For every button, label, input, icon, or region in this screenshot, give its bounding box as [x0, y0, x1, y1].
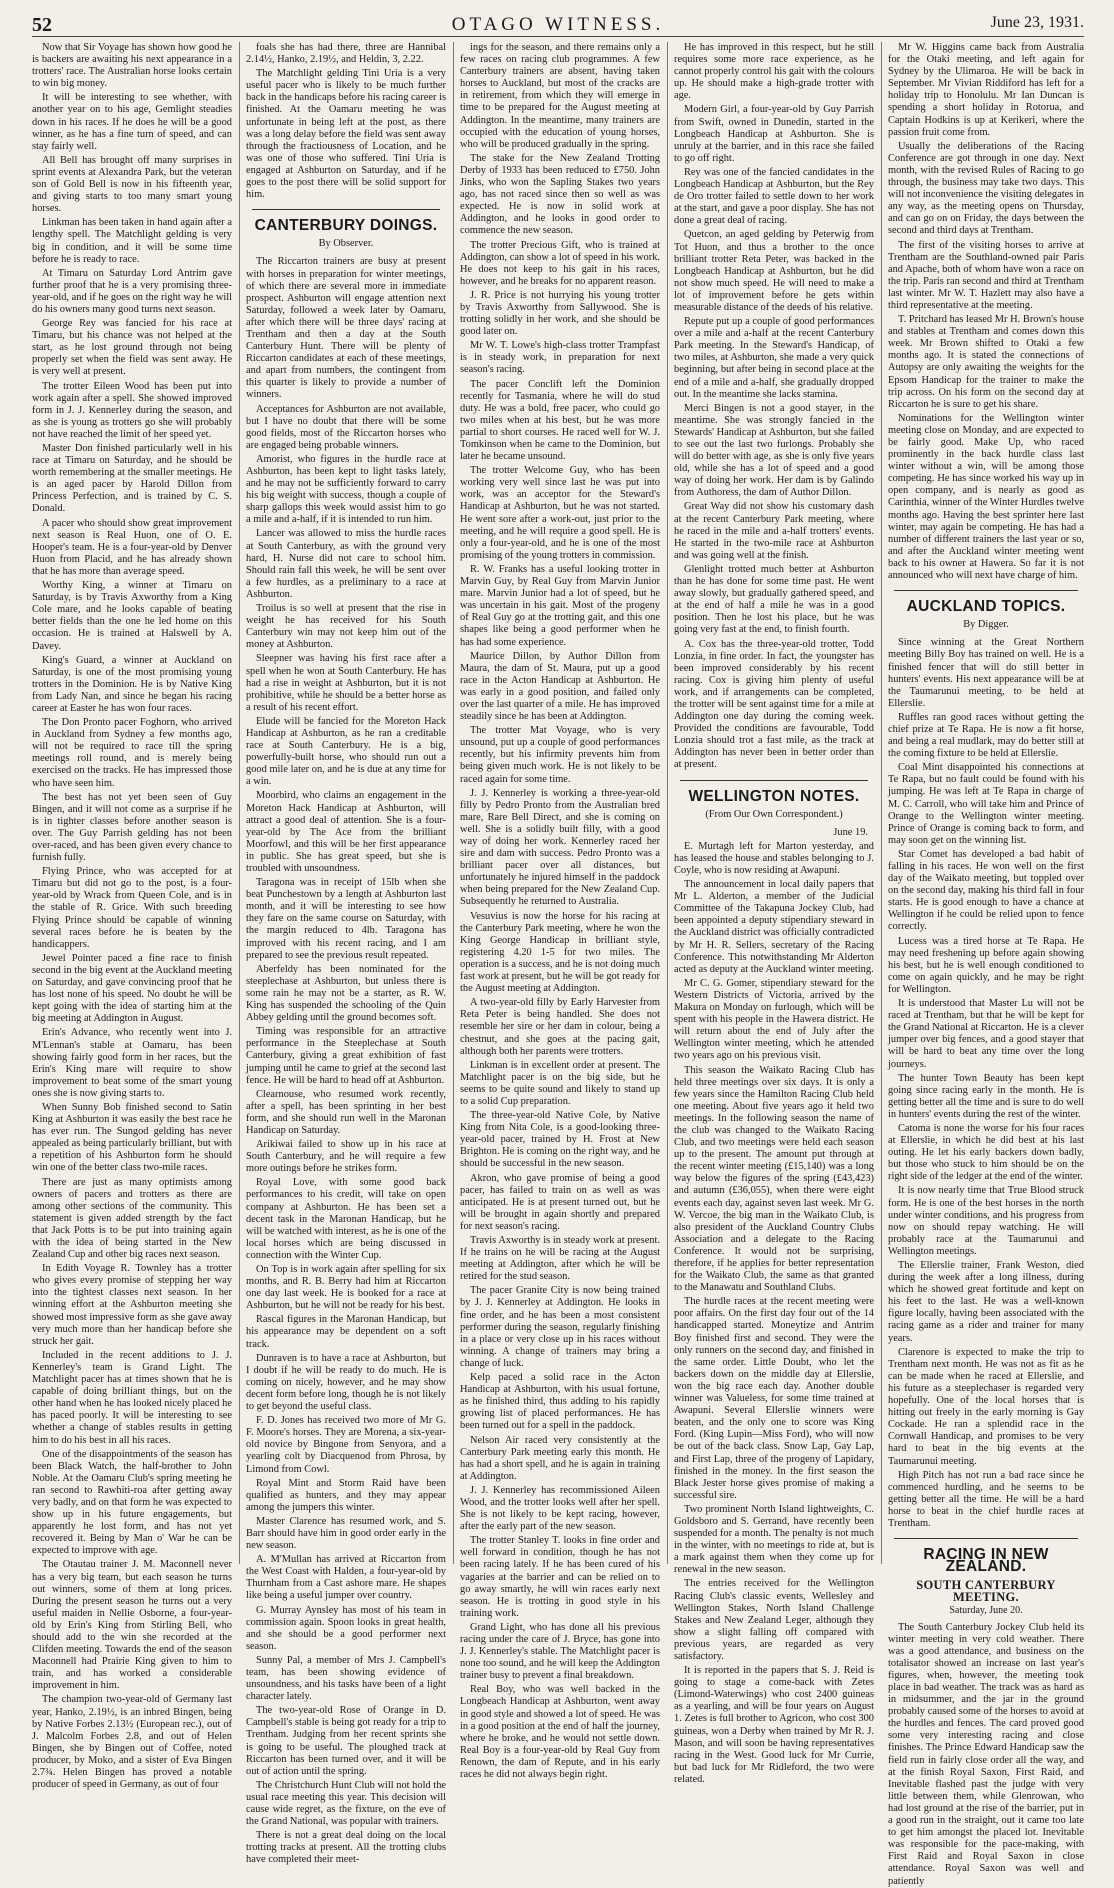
paragraph: Sleepner was having his first race after a spell when he won at South Canterbury. He has had a rise in weight at Ashburton, but it is not prohibitive, while he should be a better horse as a result of his recent effort. — [246, 653, 446, 713]
paragraph: The stake for the New Zealand Trotting Derby of 1933 has been reduced to £750. John Jinks, who won the Sapling Stakes two years ago, has not raced since then so well as was expected. He is now in solid work at Addington, and he looks in good order to commence the new season. — [460, 152, 660, 237]
section-heading: CANTERBURY DOINGS. — [254, 217, 438, 235]
paragraph: F. D. Jones has received two more of Mr G. F. Moore's horses. They are Morena, a six-year-old novice by Bingone from Senyora, and a yearling colt by Diacquenod from Phrosa, by Limond from Cowl. — [246, 1415, 446, 1475]
paragraph: It will be interesting to see whether, with another year on to his age, Gemlight steadies down in his races. If he does he will be a good winner, as he has a fine turn of speed, and can stay fairly well. — [32, 92, 232, 152]
paragraph: Lucess was a tired horse at Te Rapa. He may need freshening up before again showing his best, but he is well enough conditioned to come on again quickly, and he may be right for Wellington. — [888, 935, 1084, 995]
paragraph: The trotter Welcome Guy, who has been working very well since last he was put into work, was an acceptor for the Steward's Handicap at Ashburton, but he was not started. He went sore after a work-out, just prior to the meeting, and he will require a good spell. He is only a four-year-old, and he is one of the most promising of the young trotters in commission. — [460, 465, 660, 561]
byline: By Digger. — [963, 619, 1009, 631]
paragraph: Coal Mint disappointed his connections at Te Rapa, but no fault could be found with his jumping. He was left at Te Rapa in charge of M. C. Carroll, who will take him and Prince of Orange to the Wellington winter meeting. Prince of Orange is coming back to form, and may soon get on the winning list. — [888, 762, 1084, 846]
column-1 — [32, 42, 232, 1791]
paragraph: The hunter Town Beauty has been kept going since racing early in the month. He is getting better all the time and is sure to do well in hunters' events during the rest of the winter. — [888, 1072, 1084, 1120]
section-rule — [894, 590, 1078, 591]
column-3-text — [460, 42, 660, 1781]
paragraph: He has improved in this respect, but he still requires some more race experience, as he cannot properly control his gait with the colours up. He should make a high-grade trotter with age. — [674, 42, 874, 102]
paragraph: Moorbird, who claims an engagement in the Moreton Hack Handicap at Ashburton, will attract a good deal of attention. She is a four-year-old by The Ace from the brilliant Moorfowl, and this will be her first appearance in public. She has great speed, but she is troubled with unsoundness. — [246, 790, 446, 874]
paragraph: It is reported in the papers that S. J. Reid is going to stage a come-back with Zetes (Limond-Waterwings) who cost 2400 guineas as a yearling, and will be four years on August 1. Zetes is full brother to Agricon, who cost 300 guineas, won a Derby when trained by Mr R. J. Mason, and will soon be having representatives racing in the West. Good luck for Mr Currie, but bad luck for Mr Ridleford, the two were related. — [674, 1665, 874, 1785]
paragraph: This season the Waikato Racing Club has held three meetings over six days. It is only a few years since the Hamilton Racing Club held one meeting. About five years ago it held two meetings. In the following season the name of the club was changed to the Waikato Racing Club, and two meetings were held each season up to the present. The amount put through at the recent winter meeting (£15,140) was a long way below the figures of the spring (£43,423) and autumn (£36,055), when there were eight events each day, against seven last week. Mr G. W. Vercoe, the big man in the Waikato Club, is also president of the Auckland Country Clubs Association and a delegate to the Racing Conference. It would not be surprising, therefore, if he applies for better representation for the Waikato Club, the same as that granted to the Manawatu and Southland Clubs. — [674, 1064, 874, 1294]
paragraph: Nominations for the Wellington winter meeting close on Monday, and are expected to be fairly good. Make Up, who raced prominently in the back hurdle class last winter without a win, will be among those competing. He has since worked his way up in open company, and is nearly as good as Carinthia, winner of the Winter Hurdles twelve months ago. Having the best sprinter here last winter, may again be competing. He has had a number of different trainers the last year or so, and after the Auckland winter meeting went back to his owner at Hawera. So far it is not announced who will next have charge of him. — [888, 412, 1084, 582]
paragraph: Mr C. G. Gomer, stipendiary steward for the Western Districts of Victoria, arrived by the Makura on Monday on furlough, which will be spent with his people in the Hawera district. He will return about the end of July after the Wellington winter meeting, which he attended two years ago on his previous visit. — [674, 977, 874, 1062]
paragraph: E. Murtagh left for Marton yesterday, and has leased the house and stables belonging to J. Coyle, who is now residing at Awapuni. — [674, 840, 874, 876]
paragraph: J. J. Kennerley is working a three-year-old filly by Pedro Pronto from the Australian bred mare, Rare Bell Direct, and she is coming on well. She is a solidly built filly, with a good way of doing her work. Kennerley raced her sire and dam with success. Pedro Pronto was a brilliant pacer over all distances, but unfortunately he injured himself in the paddock when being prepared for the New Zealand Cup. Subsequently he returned to Australia. — [460, 787, 660, 908]
paragraph: Acceptances for Ashburton are not available, but I have no doubt that there will be some good fields, most of the Riccarton horses who are engaged being probable winners. — [246, 403, 446, 451]
paragraph: Merci Bingen is not a good stayer, in the meantime. She was strongly fancied in the Stewards' Handicap at Ashburton, but she failed to see out the last two furlongs. Probably she will do better with age, as she is only five years old, while she has a lot of speed and a good way of doing her work. Her dam is by Galindo from Authoress, the dam of Author Dillon. — [674, 402, 874, 499]
wellington-notes-text — [674, 841, 874, 1786]
column-4 — [674, 42, 874, 1785]
paragraph: The trotter Precious Gift, who is trained at Addington, can show a lot of speed in his work. He does not keep to his gait in his races, however, and he breaks for no apparent reason. — [460, 239, 660, 287]
paragraph: Troilus is so well at present that the rise in weight he has received for his South Canterbury win may not keep him out of the money at Ashburton. — [246, 603, 446, 651]
paragraph: The champion two-year-old of Germany last year, Hanko, 2.19½, is an inbred Bingen, being by Native Forbes 2.13½ (European rec.), out of J. Malcolm Forbes 2.8, and out of Helen Bingen, she by Bingen out of Coffee, noted producer, by Moko, and a sister of Eva Bingen 2.7¾. Helen Bingen has proved a notable producer of speed in Germany, as out of four — [32, 1694, 232, 1791]
paragraph: Grand Light, who has done all his previous racing under the care of J. Bryce, has gone into J. J. Kennerley's stable. The Matchlight pacer is none too sound, and he will keep the Addington trainer busy to prevent a final breakdown. — [460, 1621, 660, 1682]
paragraph: Modern Girl, a four-year-old by Guy Parrish from Swift, owned in Dunedin, started in the Longbeach Handicap at Ashburton. She is unruly at the barrier, and in this race she failed to go off right. — [674, 104, 874, 164]
paragraph: The pacer Conclift left the Dominion recently for Tasmania, where he will do stud duty. He was a bold, free pacer, who could go two miles when at his best, but he was more partial to short courses. He raced well for W. J. Tomkinson when he came to the Dominion, but later he became unsound. — [460, 378, 660, 463]
issue-date: June 23, 1931. — [990, 14, 1084, 31]
paragraph: Ruffles ran good races without getting the chief prize at Te Rapa. He is now a fit horse, and being a real mudlark, may do better still at the coming fixture to be held at Ellerslie. — [888, 711, 1084, 760]
paragraph: Lancer was allowed to miss the hurdle races at South Canterbury, as with the ground very hard, H. Nurse did not care to school him. Should rain fall this week, he will be sent over a few hurdles, as a preliminary to a race at Ashburton. — [246, 528, 446, 600]
paragraph: A. M'Mullan has arrived at Riccarton from the West Coast with Halden, a four-year-old by Thurnham from a Cast ashore mare. He shapes like being a useful jumper over country. — [246, 1554, 446, 1602]
paragraph: Royal Mint and Storm Raid have been qualified as hunters, and they may appear among the jumpers this winter. — [246, 1477, 446, 1513]
paragraph: At Timaru on Saturday Lord Antrim gave further proof that he is a very promising three-year-old, and if he goes on the right way he will do his owners many good turns next season. — [32, 267, 232, 315]
paragraph: The entries received for the Wellington Racing Club's classic events, Wellesley and Wellington Stakes, North Island Challenge Stakes and New Zealand Leger, although they show a slight falling off compared with previous years, are regarded as very satisfactory. — [674, 1578, 874, 1662]
paragraph: Erin's Advance, who recently went into J. M'Lennan's stable at Oamaru, has been showing fairly good form in her races, but the Erin's King mare will require to show improvement to beat some of the smart young ones she is now giving starts to. — [32, 1027, 232, 1099]
paragraph: The South Canterbury Jockey Club held its winter meeting in very cold weather. There was a good attendance, and business on the totalisator showed an increase on last year's figures, when, however, the meeting took place in bad weather. The track was as hard as in midsummer, and the jar in the ground probably caused some of the horses to avoid at the hurdles and fences. The card proved good some very interesting racing and close finishes. The Prince Edward Handicap saw the field run in fairly close order all the way, and at the finish Royal Saxon, First Raid, and Inevitable flashed past the judge with very little between them, while Glenrowan, who had lost ground at the rise of the barrier, put in a good run in the straight, out it came too late to get him amongst the placed lot. Inevitable was responsible for the pace-making, with First Raid and Royal Saxon in close attendance. Royal Saxon was well and patiently — [888, 1621, 1084, 1887]
paragraph: The two-year-old Rose of Orange in D. Campbell's stable is being got ready for a trip to Trentham. Judging from her recent sprints she is going to be useful. The ploughed track at Riccarton has been turned over, and it will be out of action until the spring. — [246, 1705, 446, 1777]
paragraph: The first of the visiting horses to arrive at Trentham are the Southland-owned pair Paris and Apache, both of whom have won a race on the trip. Paris ran second and third at Trentham last winter. Mr W. T. Hazlett may also have a third representative at the meeting. — [888, 239, 1084, 311]
section-heading: WELLINGTON NOTES. — [688, 787, 860, 805]
paragraph: Quetcon, an aged gelding by Peterwig from Tot Huon, and thus a brother to the once brilliant trotter Reta Peter, was backed in the Longbeach Handicap at Ashburton, but he did not show much speed. He will need to make a lot of improvement before he gets within measurable distance of the deeds of his relative. — [674, 229, 874, 313]
paragraph: ings for the season, and there remains only a few races on racing club programmes. A few Canterbury trainers are absent, having taken horses to Auckland, but most of the cracks are in retirement, from which they will emerge in time to be prepared for the August meeting at Addington. In the meantime, many trainers are occupied with the education of young horses, who will be produced gradually in the spring. — [460, 42, 660, 150]
paragraph: The trotter Stanley T. looks in fine order and well forward in condition, though he has not been racing lately. If he has been cured of his vagaries at the barrier and can be relied on to go away smartly, he will win races early next season. He is trotting in good style in his training work. — [460, 1535, 660, 1619]
auckland-topics-text — [888, 637, 1084, 1530]
meeting-subheading: SOUTH CANTERBURY MEETING. — [916, 1578, 1056, 1605]
paragraph: Mr W. T. Lowe's high-class trotter Trampfast is in steady work, in preparation for next season's racing. — [460, 340, 660, 376]
section-heading: RACING IN NEW ZEALAND. — [923, 1546, 1049, 1576]
paragraph: Maurice Dillon, by Author Dillon from Maura, the dam of St. Maura, put up a good race in the Acton Handicap at Ashburton. He was early in a good position, and failed only over the last quarter of a mile. He has improved steadily since he has been at Addington. — [460, 650, 660, 723]
paragraph: Catoma is none the worse for his four races at Ellerslie, in which he did best at his last outing. He let his early backers down badly, but those who stuck to him should be on the right side of the ledger at the end of the winter. — [888, 1122, 1084, 1183]
paragraph: Mr W. Higgins came back from Australia for the Otaki meeting, and left again for Sydney by the Ulimaroa. He will be back in September. Mr Vivian Riddiford has left for a holiday trip to Honolulu. Mr Ian Duncan is spending a short holiday in Rotorua, and Captain Hodkins is up at Kerikeri, where the passion fruit come from. — [888, 42, 1084, 138]
paragraph: It is understood that Master Lu will not be raced at Trentham, but that he will be kept for the Grand National at Riccarton. He is a clever jumper over big fences, and a good stayer that will be hard to beat any time over the long journeys. — [888, 998, 1084, 1070]
paragraph: The trotter Eileen Wood has been put into work again after a spell. She showed improved form in J. J. Kennerley during the season, and as she is young as trotters go she will probably not have reached the limit of her speed yet. — [32, 380, 232, 440]
paragraph: G. Murray Aynsley has most of his team in commission again. Spoon looks in great health, and she should be a good performer next season. — [246, 1604, 446, 1652]
byline: By Observer. — [318, 238, 374, 250]
paragraph: J. R. Price is not hurrying his young trotter by Travis Axworthy from Sallywood. She is trotting solidly in her work, and she should be good later on. — [460, 289, 660, 338]
column-4-lead — [674, 42, 874, 772]
paragraph: A. Cox has the three-year-old trotter, Todd Lonzia, in fine order. In fact, the youngster has been improved considerably by his recent racing. Cox is giving him plenty of useful work, and if arrangements can be completed, the trotter will be sent against time for a mile at Addington one day during the coming week. Provided the conditions are favourable, Todd Lonzia should trot a fast mile, as the track at Addington has never been in better order than at present. — [674, 638, 874, 771]
paragraph: Arikiwai failed to show up in his race at South Canterbury, and he will require a few more outings before he strikes form. — [246, 1139, 446, 1175]
section-rule — [894, 1538, 1078, 1539]
paragraph: Travis Axworthy is in steady work at present. If he trains on he will be racing at the August meeting at Addington, after which he will be retired for the stud season. — [460, 1235, 660, 1283]
paragraph: Elude will be fancied for the Moreton Hack Handicap at Ashburton, as he ran a creditable race at South Canterbury. He is a big, powerfully-built horse, who should run out a good mile later on, and he is due at any time for a win. — [246, 715, 446, 788]
paragraph: There is not a great deal doing on the local trotting tracks at present. All the trotting clubs have completed their meet- — [246, 1830, 446, 1866]
paragraph: Nelson Air raced very consistently at the Canterbury Park meeting early this month. He has had a short spell, and he is again in training at Addington. — [460, 1434, 660, 1482]
paragraph: In Edith Voyage R. Townley has a trotter who gives every promise of stepping her way into the tightest classes next season. In her winning effort at the Ashburton meeting she showed most impressive form as she gave away very much more than her handicap before she struck her gait. — [32, 1263, 232, 1347]
paragraph: Rey was one of the fancied candidates in the Longbeach Handicap at Ashburton, but the Rey de Oro trotter failed to settle down to her work at the start, and gave a poor display. She has not done a great deal of racing. — [674, 166, 874, 227]
paragraph: T. Pritchard has leased Mr H. Brown's house and stables at Trentham and comes down this week. Mr Brown shifted to Otaki a few months ago. It is stated the connections of Autopsy are only awaiting the weights for the Epsom Handicap for the trainer to make the trip across. On his form on the second day at Riccarton he is sure to get his share. — [888, 314, 1084, 410]
paragraph: The three-year-old Native Cole, by Native King from Nita Cole, is a good-looking three-year-old pacer, trained by H. Frost at New Brighton. He is coming on the right way, and he should be successful in the new season. — [460, 1110, 660, 1170]
paragraph: Jewel Pointer paced a fine race to finish second in the big event at the Auckland meeting on Saturday, and gave convincing proof that he has lost none of his speed. No doubt he will be kept going with the idea of starting him at the big meeting at Addington in August. — [32, 952, 232, 1025]
column-5-lead — [888, 42, 1084, 582]
paragraph: Amorist, who figures in the hurdle race at Ashburton, has been kept to light tasks lately, and he may not be sufficiently forward to carry his big weight with success, though a couple of sharp gallops this week would assist him to go a mile and a-half, if it is intended to run him. — [246, 453, 446, 526]
paragraph: High Pitch has not run a bad race since he commenced hurdling, and he seems to be getting better all the time. He will be a hard horse to beat in the chief hurdle races at Trentham. — [888, 1469, 1084, 1529]
paragraph: Royal Love, with some good back performances to his credit, will take on open company at Ashburton. He has been set a decent task in the Maronan Handicap, but he will be watched with interest, as he is one of the local horses which are being discussed in connection with the Winter Cup. — [246, 1177, 446, 1261]
paragraph: Star Comet has developed a bad habit of falling in his races. He won well on the first day of the Waikato meeting, but toppled over on the second day, making his third fall in four starts. He is good enough to have a chance at Wellington if he could be relied upon to fence correctly. — [888, 848, 1084, 933]
section-rule — [252, 209, 440, 210]
paragraph: Since winning at the Great Northern meeting Billy Boy has trained on well. He is a finished fencer that will do still better in hunters' events. His next appearance will be at the Taumarunui meeting, to be held at Ellerslie. — [888, 637, 1084, 709]
column-1-text — [32, 42, 232, 1791]
auckland-topics-section — [888, 590, 1084, 631]
paragraph: The hurdle races at the recent meeting were poor affairs. On the first day four out of the 14 handicapped started. Moneytize and Antrim Boy finished first and second. They were the only runners on the second day, and finished in the same order. Little Doubt, who let the backers down on the middle day at Ellerslie, won the big race each day. Another double winner was Valueless, for some time trained at Awapuni. Several Ellerslie winners were beaten, and the only one to score was King Ford. (King Lupin—Miss Ford), who will now be out of the back class. Snow Lap, Gay Lap, and First Lap, three of the progeny of Lapidary, finished in the money. In the first season the Black Jester horse gives promise of making a successful sire. — [674, 1296, 874, 1501]
paragraph: Sunny Pal, a member of Mrs J. Campbell's team, has been showing evidence of unsoundness, and his tasks have been of a light character lately. — [246, 1654, 446, 1703]
column-divider — [453, 42, 454, 1564]
paragraph: Master Clarence has resumed work, and S. Barr should have him in good order early in the new season. — [246, 1515, 446, 1552]
paragraph: When Sunny Bob finished second to Satin King at Ashburton it was easily the best race he has ever run. The Sungod gelding has never appealed as being particularly brilliant, but with a repetition of his Ashburton form he should win one of the better class two-mile races. — [32, 1101, 232, 1174]
section-heading: AUCKLAND TOPICS. — [906, 598, 1066, 616]
meeting-date: Saturday, June 20. — [949, 1605, 1023, 1617]
newspaper-title: OTAGO WITNESS. — [451, 14, 665, 35]
racing-in-nz-section — [888, 1538, 1084, 1576]
paragraph: J. J. Kennerley has recommissioned Aileen Wood, and the trotter looks well after her spell. She is not likely to be kept racing, however, after the early part of the new season. — [460, 1484, 660, 1533]
paragraph: Kelp paced a solid race in the Acton Handicap at Ashburton, with his usual fortune, as he finished third, thus adding to his rapidly growing list of placed performances. He has been turned out for a spell in the paddock. — [460, 1372, 660, 1432]
paragraph: Timing was responsible for an attractive performance in the Steeplechase at South Canterbury, giving a great exhibition of fast jumping until he came to grief at the second last fence. He will be hard to head off at Ashburton. — [246, 1026, 446, 1086]
canterbury-doings-section — [246, 209, 446, 250]
masthead — [32, 8, 1084, 37]
page-number: 52 — [32, 14, 52, 36]
paragraph: The Ellerslie trainer, Frank Weston, died during the week after a long illness, during which he showed great fortitude and kept on his feet to the last. He was a well-known figure locally, having been associated with the racing game as a rider and trainer for many years. — [888, 1260, 1084, 1344]
wellington-notes-section — [674, 780, 874, 821]
column-3 — [460, 42, 660, 1781]
byline: (From Our Own Correspondent.) — [705, 808, 843, 820]
paragraph: One of the disappointments of the season has been Black Watch, the half-brother to John Noble. At the Oamaru Club's spring meeting he ran second to Rawhiti-roa after getting away very badly, and on that form he was expected to show up in his future engagements, but apparently he lost form, and has not yet recovered it. Being by Man o' War he can be expected to improve with age. — [32, 1448, 232, 1557]
paragraph: Akron, who gave promise of being a good pacer, has failed to train on as well as was anticipated. He is at present turned out, but he will be brought in again shortly and prepared for next season's racing. — [460, 1172, 660, 1232]
paragraph: Two prominent North Island lightweights, C. Goldsboro and S. Gerrand, have recently been suspended for a month. The penalty is not much in the winter, with no meetings to ride at, but is a mark against them when they come up for renewal in the new season. — [674, 1503, 874, 1576]
paragraph: The announcement in local daily papers that Mr L. Alderton, a member of the Judicial Committee of the Takapuna Jockey Club, had been appointed a deputy stipendiary steward in the Auckland district was officially contradicted by Mr H. R. Sellers, secretary of the Racing Conference. This notwithstanding Mr Alderton acted as deputy at the Auckland winter meeting. — [674, 879, 874, 975]
paragraph: Glenlight trotted much better at Ashburton than he has done for some time past. He went away slowly, but gradually gathered speed, and at the end of half a mile he was in a good position. Then he lost his place, but he was going very fast at the end, to finish fourth. — [674, 563, 874, 636]
paragraph: The Matchlight gelding Tini Uria is a very useful pacer who is likely to be much further back in the handicaps before his racing career is finished. At the Oamaru meeting he was unfortunate in being left at the post, as there was a long delay before the field was sent away through the fractiousness of Location, and he was one of those who suffered. Tini Uria is engaged at Ashburton on Saturday, and if he goes to the post there will be solid support for him. — [246, 68, 446, 201]
column-5 — [888, 42, 1084, 1887]
dateline: June 19. — [833, 826, 868, 838]
paragraph: Clarenore is expected to make the trip to Trentham next month. He was not as fit as he can be made when he raced at Ellerslie, and his future as a steeplechaser is regarded very hopefully. One of the local horses that is hitting out freely in the early morning is Gay Cockade. He ran a splendid race in the Cornwall Handicap, and promises to be very hard to beat in the big events at the Taumarunui meeting. — [888, 1346, 1084, 1467]
paragraph: Linkman has been taken in hand again after a lengthy spell. The Matchlight gelding is very big in condition, and it will be some time before he is ready to race. — [32, 217, 232, 265]
column-divider — [239, 42, 240, 1564]
paragraph: Usually the deliberations of the Racing Conference are got through in one day. Next month, with the revised Rules of Racing to go through, the business may take two days. This will not inconvenience the visiting delegates in any way, as the meeting opens on Thursday, and can go on on Friday, the days between the second and third days at Trentham. — [888, 140, 1084, 237]
column-divider — [881, 42, 882, 1564]
paragraph: The Riccarton trainers are busy at present with horses in preparation for winter meetings, of which there are several more in immediate prospect. Ashburton will engage attention next Saturday, followed a week later by Oamaru, after which there will be three days' racing at Trentham and then a day at the South Canterbury Hunt. There will be plenty of Riccarton candidates at each of these meetings, and apart from numbers, the contingent from this quarter is likely to provide a number of winners. — [246, 256, 446, 401]
paragraph: Included in the recent additions to J. J. Kennerley's team is Grand Light. The Matchlight pacer has at times shown that he is capable of doing brilliant things, but on the other hand when he has looked nicely placed he has paced poorly. It will be interesting to see whether a change of stables results in getting him to do his best in all his races. — [32, 1349, 232, 1446]
paragraph: The Otautau trainer J. M. Maconnell never has a very big team, but each season he turns out winners, some of them at long prices. During the present season he turns out a very useful maiden in Nellie Osborne, a four-year-old by Erin's King from Stirling Bell, who should add to the win she recorded at the Clifden meeting. Towards the end of the season Maconnell had Prairie King given to him to train, and has worked a considerable improvement in him. — [32, 1559, 232, 1692]
column-divider — [667, 42, 668, 1564]
paragraph: Now that Sir Voyage has shown how good he is backers are awaiting his next appearance in a trotters' race. The Australian horse looks certain to win big money. — [32, 42, 232, 90]
paragraph: George Rey was fancied for his race at Timaru, but his chance was not helped at the start, as he lost ground through not being properly set when the field was sent away. He is very well at present. — [32, 318, 232, 378]
paragraph: Clearnouse, who resumed work recently, after a spell, has been sprinting in her best form, and she should run well in the Maronan Handicap on Saturday. — [246, 1088, 446, 1136]
paragraph: The pacer Granite City is now being trained by J. J. Kennerley at Addington. He looks in fine order, and he has been a most consistent performer during the season, regularly finishing in a place or very close up in his races without winning. A change of trainers may bring a change of luck. — [460, 1285, 660, 1369]
paragraph: King's Guard, a winner at Auckland on Saturday, is one of the most promising young trotters in the Dominion. He is by Native King from Lady Nan, and since he began his racing career at Easter he has won four races. — [32, 654, 232, 714]
column-2-lead — [246, 42, 446, 201]
paragraph: Worthy King, a winner at Timaru on Saturday, is by Travis Axworthy from a King Cole mare, and he looks capable of beating better fields than the one he led home on this occasion. He is trained at Halswell by A. Davey. — [32, 580, 232, 652]
paragraph: Rascal figures in the Maronan Handicap, but his appearance may be dependent on a soft track. — [246, 1314, 446, 1350]
column-2 — [246, 42, 446, 1866]
paragraph: Linkman is in excellent order at present. The Matchlight pacer is on the big side, but he seems to be quite sound and likely to stand up to a solid Cup preparation. — [460, 1059, 660, 1107]
paragraph: foals she has had there, three are Hannibal 2.14½, Hanko, 2.19½, and Heldin, 3, 2.22. — [246, 42, 446, 66]
paragraph: The trotter Mat Voyage, who is very unsound, put up a couple of good performances recently, but his infirmity prevents him from being given much work. He is not likely to be raced again for some time. — [460, 725, 660, 785]
paragraph: The best has not yet been seen of Guy Bingen, and it will not come as a surprise if he is in tighter classes before another season is over. The Guy Parrish gelding has not been over-raced, and has been given every chance to furnish fully. — [32, 791, 232, 864]
paragraph: Taragona was in receipt of 15lb when she beat Punchestown by a length at Ashburton last month, and it will be interesting to see how they fare on the same course on Saturday, with the margin reduced to 4lb. Taragona has improved with his recent racing, and I am prepared to see the previous result repeated. — [246, 877, 446, 961]
paragraph: A pacer who should show great improvement next season is Real Huon, one of O. E. Hooper's team. He is a four-year-old by Denver Huon from Placid, and he has already shown that he has more than average speed. — [32, 517, 232, 577]
paragraph: The Don Pronto pacer Foghorn, who arrived in Auckland from Sydney a few months ago, will not be required to race till the spring meetings roll round, and is merely being exercised on the tracks. He has impressed those who have seen him. — [32, 717, 232, 789]
paragraph: All Bell has brought off many surprises in sprint events at Alexandra Park, but the veteran son of Gold Bell is now in his fifteenth year, and giving starts to too many smart young horses. — [32, 154, 232, 215]
canterbury-doings-text — [246, 256, 446, 1866]
paragraph: Aberfeldy has been nominated for the steeplechase at Ashburton, but unless there is some rain he may not be a starter, as R. W. King has suspended the schooling of the Quin Abbey gelding until the ground becomes soft. — [246, 963, 446, 1024]
paragraph: Flying Prince, who was accepted for at Timaru but did not go to the post, is a four-year-old by Wrack from Queen Cole, and is in the stable of R. Grice. With such breeding Flying Prince should be capable of winning several races before he is beaten by the handicappers. — [32, 866, 232, 950]
paragraph: R. W. Franks has a useful looking trotter in Marvin Guy, by Real Guy from Marvin Junior mare. Marvin Junior had a lot of speed, but he was uncertain in his gait. Most of the progeny of Real Guy go at the trotting gait, and this one shapes like being a good performer when he has had some experience. — [460, 563, 660, 648]
paragraph: A two-year-old filly by Early Harvester from Reta Peter is being handled. She does not resemble her sire or her dam in colour, being a chestnut, and she goes at the pacing gait, although both her parents were trotters. — [460, 997, 660, 1057]
paragraph: It is now nearly time that True Blood struck form. He is one of the best horses in the north under winter conditions, and his progress from now on should repay watching. He will probably race at the Taumarunui and Wellington meetings. — [888, 1185, 1084, 1257]
paragraph: On Top is in work again after spelling for six months, and R. B. Berry had him at Riccarton one day last week. He is booked for a race at Ashburton, but he will not be ready for his best. — [246, 1264, 446, 1312]
paragraph: Master Don finished particularly well in his race at Timaru on Saturday, and he should be worth remembering at the smaller meetings. He is an aged pacer by Harold Dillon from Princess Perfection, and is trained by C. S. Donald. — [32, 443, 232, 515]
paragraph: Great Way did not show his customary dash at the recent Canterbury Park meeting, where he raced in the mile and a-half trotters' events. He started in the two-mile race at Ashburton and was going well at the finish. — [674, 501, 874, 561]
south-canterbury-text — [888, 1622, 1084, 1888]
paragraph: Repute put up a couple of good performances over a mile and a-half at the recent Canterbury Park meeting. In the Steward's Handicap, of two miles, at Ashburton, she made a very quick beginning, but after being in second place at the end of a mile and a-half, she gradually dropped out. In the meantime she lacks stamina. — [674, 316, 874, 400]
paragraph: Real Boy, who was well backed in the Longbeach Handicap at Ashburton, went away in good style and showed a lot of speed. He was in a good position at the end of half the journey, where he broke, and he would not settle down. Real Boy is a four-year-old by Real Guy from Renown, the dam of Repute, and in his early races he did not always begin right. — [460, 1684, 660, 1781]
paragraph: Dunraven is to have a race at Ashburton, but I doubt if he will be ready to do much. He is coming on nicely, however, and he may show decent form before long, though he is not likely to get beyond the useful class. — [246, 1352, 446, 1413]
section-rule — [680, 780, 868, 781]
paragraph: There are just as many optimists among owners of pacers and trotters as there are among other sections of the community. This statement is given added strength by the fact that Jack Potts is to be put into training again with the idea of being started in the New Zealand Cup and other big races next season. — [32, 1176, 232, 1261]
paragraph: Vesuvius is now the horse for his racing at the Canterbury Park meeting, where he won the King George Handicap in brilliant style, registering 4.20 1-5 for two miles. The operation is a success, and he is not doing much fast work at present, but he will be got ready for the August meeting at Addington. — [460, 910, 660, 995]
paragraph: The Christchurch Hunt Club will not hold the usual race meeting this year. This decision will cause wide regret, as the fixture, on the eve of the Grand National, was popular with trainers. — [246, 1779, 446, 1828]
